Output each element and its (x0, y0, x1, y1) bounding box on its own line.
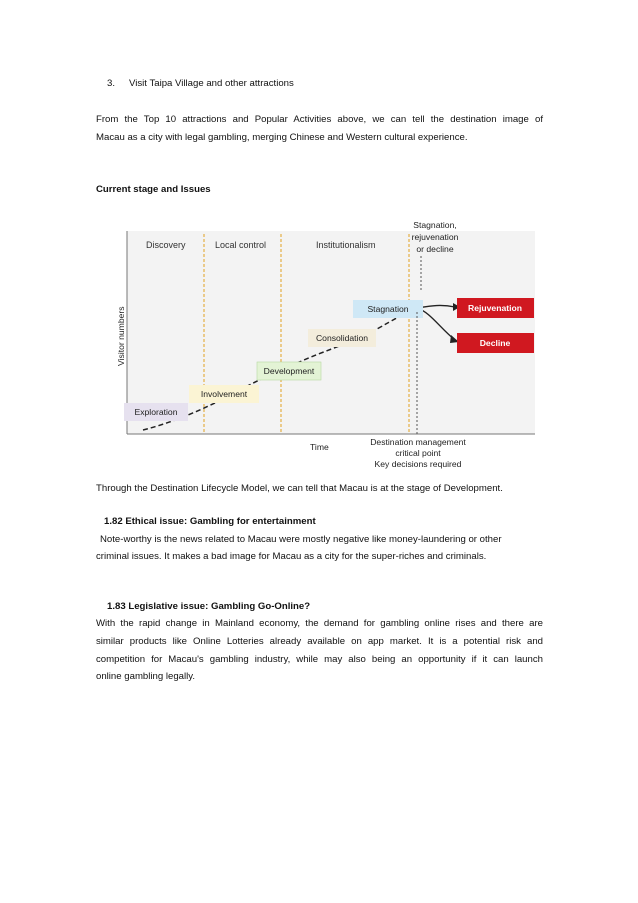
paragraph-line: From the Top 10 attractions and Popular Activities above, we can tell the destination image of (96, 114, 543, 125)
paragraph-line: Macau as a city with legal gambling, merging Chinese and Western cultural experience. (96, 132, 468, 143)
section-heading-legislative-issue: 1.83 Legislative issue: Gambling Go-Online? (107, 601, 311, 612)
y-axis-label: Visitor numbers (116, 306, 126, 366)
note-stagnation-line3: or decline (416, 244, 454, 254)
section-heading-ethical-issue: 1.82 Ethical issue: Gambling for entertainment (104, 516, 316, 527)
paragraph-line: Through the Destination Lifecycle Model, we can tell that Macau is at the stage of Development. (96, 483, 503, 494)
note-stagnation-line1: Stagnation, (413, 220, 457, 230)
paragraph-line: similar products like Online Lotteries already available on app market. It is a potential risk and (96, 636, 543, 647)
list-item-text: Visit Taipa Village and other attractions (129, 78, 294, 89)
destination-lifecycle-diagram (115, 216, 540, 474)
stage-label-development: Development (263, 366, 315, 376)
phase-label-local-control: Local control (215, 240, 267, 250)
paragraph-line: competition for Macau's gambling industry, while may also being an opportunity if it can launch (96, 654, 543, 665)
paragraph-line: criminal issues. It makes a bad image for Macau as a city for the super-riches and criminals. (96, 551, 487, 562)
note-stagnation-line2: rejuvenation (411, 232, 459, 242)
outcome-label-decline: Decline (479, 338, 511, 348)
stage-label-consolidation: Consolidation (315, 333, 369, 343)
paragraph-line: With the rapid change in Mainland economy, the demand for gambling online rises and there are (96, 618, 543, 629)
x-axis-label: Time (310, 442, 329, 452)
list-item-number: 3. (107, 78, 116, 89)
paragraph-line: Note-worthy is the news related to Macau were mostly negative like money-laundering or other (100, 534, 502, 545)
stage-label-stagnation: Stagnation (367, 304, 409, 314)
stage-label-involvement: Involvement (200, 389, 248, 399)
paragraph-line: online gambling legally. (96, 671, 196, 682)
critical-note-line3: Key decisions required (374, 459, 462, 469)
critical-note-line1: Destination management (370, 437, 466, 447)
stage-label-exploration: Exploration (134, 407, 178, 417)
critical-note-line2: critical point (395, 448, 441, 458)
phase-label-institutionalism: Institutionalism (316, 240, 376, 250)
outcome-label-rejuvenation: Rejuvenation (468, 303, 522, 313)
section-heading-current-stage: Current stage and Issues (96, 184, 211, 195)
phase-label-discovery: Discovery (146, 240, 186, 250)
